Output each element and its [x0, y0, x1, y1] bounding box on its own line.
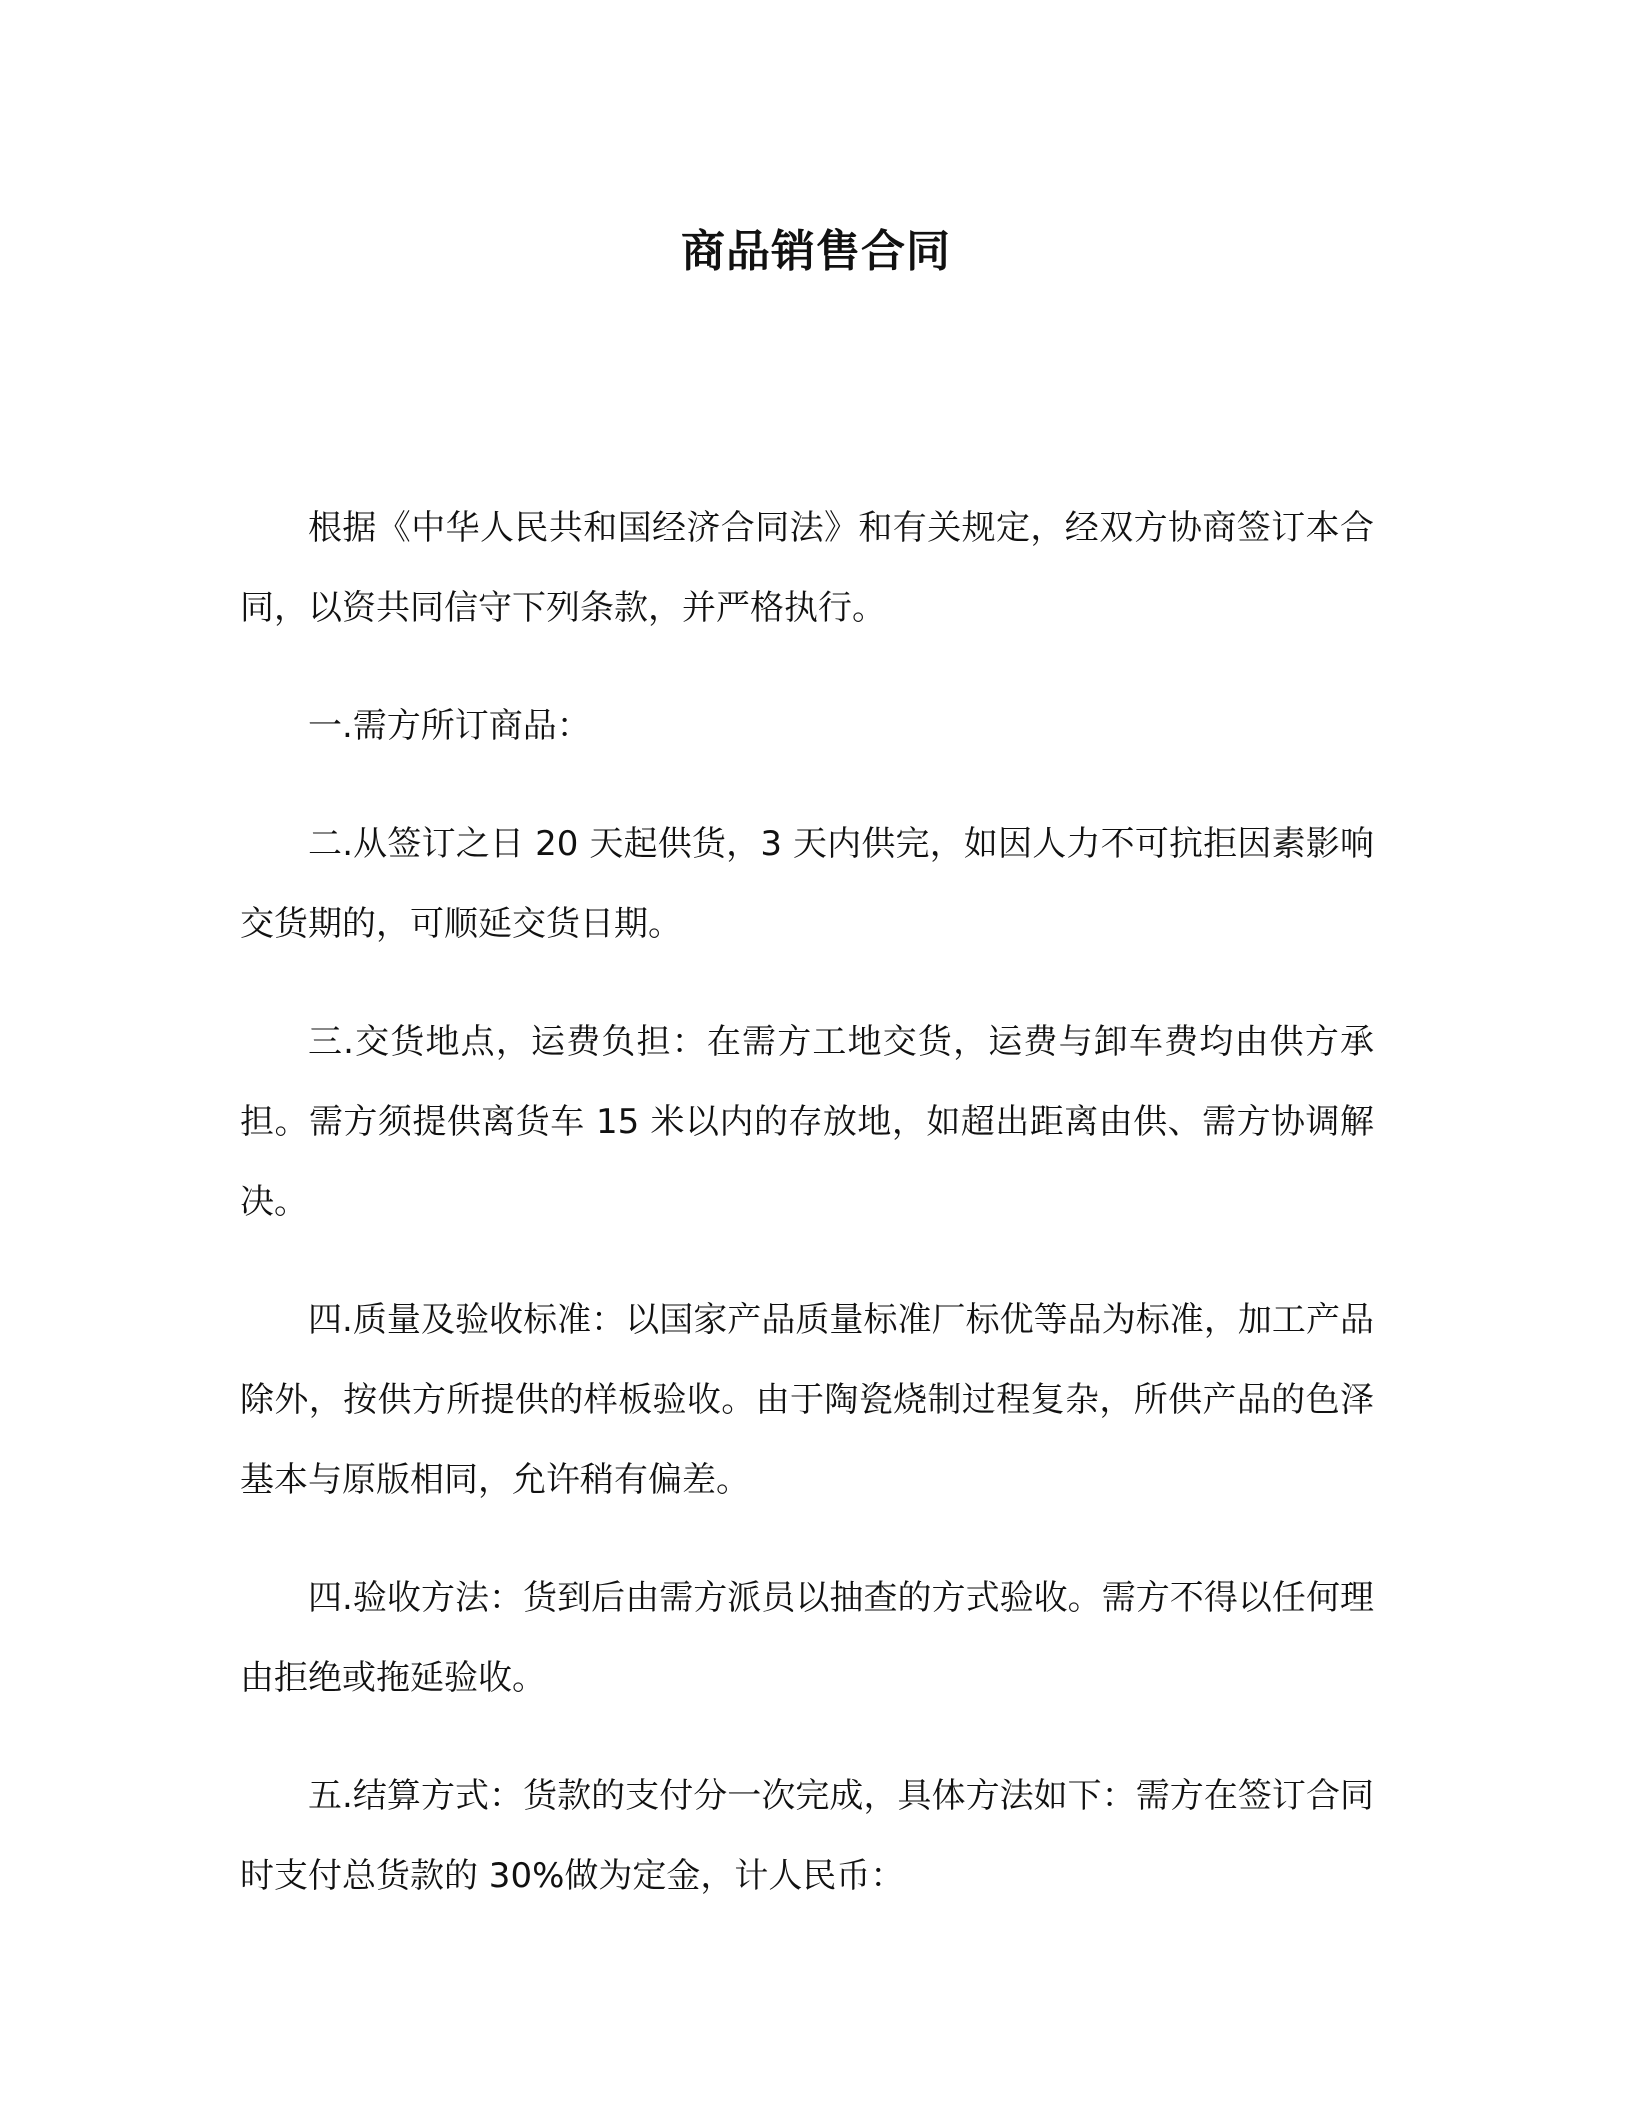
document-title: 商品销售合同	[681, 226, 951, 277]
paragraph-clause-4-quality: 四.质量及验收标准：以国家产品质量标准厂标优等品为标准，加工产品除外，按供方所提供的样板验收。由于陶瓷烧制过程复杂，所供产品的色泽基本与原版相同，允许稍有偏差。	[240, 1300, 1374, 1500]
paragraph-clause-3-delivery-place: 三.交货地点，运费负担：在需方工地交货，运费与卸车费均由供方承担。需方须提供离货车 15 米以内的存放地，如超出距离由供、需方协调解决。	[240, 1022, 1374, 1222]
paragraph-clause-2-delivery-time: 二.从签订之日 20 天起供货，3 天内供完，如因人力不可抗拒因素影响交货期的，可顺延交货日期。	[240, 824, 1374, 944]
document-body	[240, 488, 1374, 1954]
paragraph-clause-1-goods: 一.需方所订商品：	[308, 706, 591, 746]
paragraph-clause-4-inspection: 四.验收方法：货到后由需方派员以抽查的方式验收。需方不得以任何理由拒绝或拖延验收。	[240, 1578, 1374, 1698]
paragraph-clause-5-settlement: 五.结算方式：货款的支付分一次完成，具体方法如下：需方在签订合同时支付总货款的 30%做为定金，计人民币：	[240, 1776, 1374, 1896]
paragraph-preamble: 根据《中华人民共和国经济合同法》和有关规定，经双方协商签订本合同，以资共同信守下列条款，并严格执行。	[240, 508, 1374, 628]
